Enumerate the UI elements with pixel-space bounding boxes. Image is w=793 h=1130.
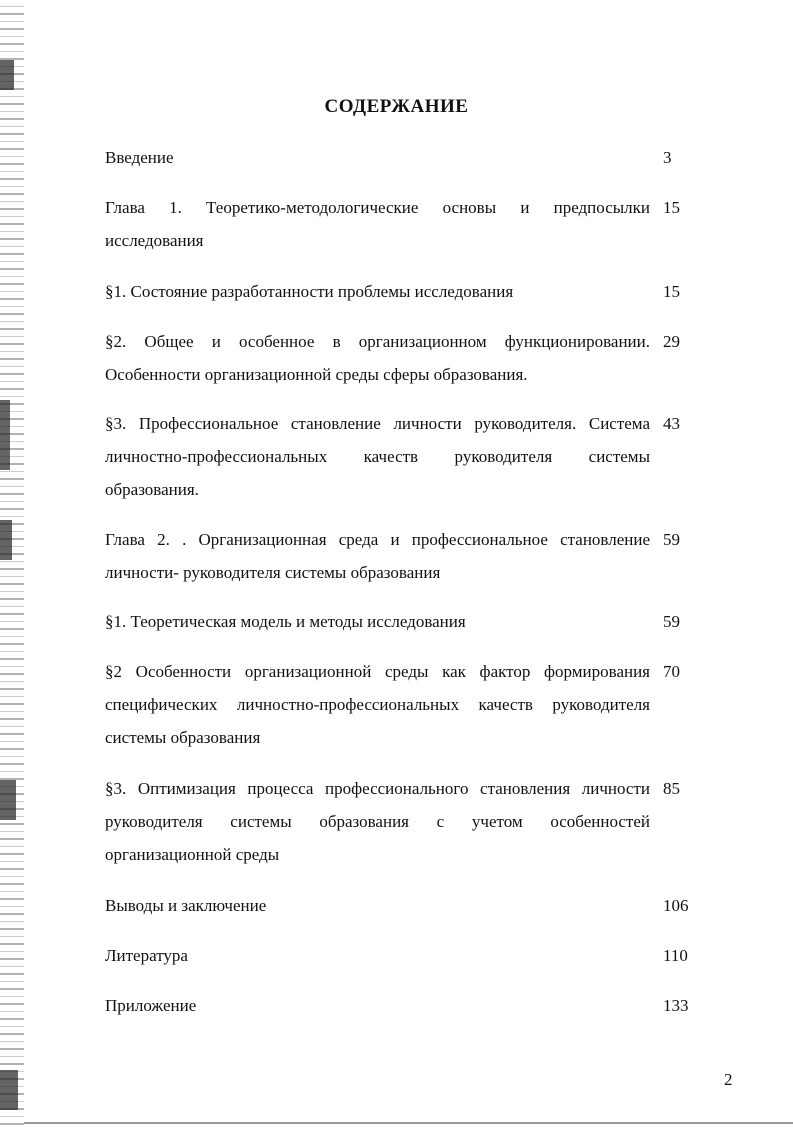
scan-mark bbox=[0, 780, 16, 820]
toc-entry: Введение bbox=[105, 148, 174, 167]
toc-page-number: 70 bbox=[663, 662, 680, 681]
toc-entry: Литература bbox=[105, 946, 188, 965]
toc-page-number: 85 bbox=[663, 779, 680, 798]
page-title: СОДЕРЖАНИЕ bbox=[324, 96, 469, 117]
scan-mark bbox=[0, 60, 14, 90]
toc-page-number: 15 bbox=[663, 282, 680, 301]
toc-page-number: 59 bbox=[663, 612, 680, 631]
toc-entry: Глава 2. . Организационная среда и профессиональное становление личности- руководителя системы образования bbox=[105, 530, 650, 582]
toc-entry: Приложение bbox=[105, 996, 197, 1015]
toc-entry: §3. Профессиональное становление личности руководителя. Система личностно-профессиональных качеств руководителя системы образования. bbox=[105, 414, 650, 499]
toc-entry: §1. Состояние разработанности проблемы исследования bbox=[105, 282, 514, 301]
toc-page-number: 106 bbox=[663, 896, 689, 915]
toc-entry: Выводы и заключение bbox=[105, 896, 267, 915]
toc-entry: §2 Особенности организационной среды как фактор формирования специфических личностно-профессиональных качеств руководителя системы образования bbox=[105, 662, 650, 747]
toc-page-number: 133 bbox=[663, 996, 689, 1015]
toc-page-number: 59 bbox=[663, 530, 680, 549]
toc-page-number: 15 bbox=[663, 198, 680, 217]
toc-page-number: 29 bbox=[663, 332, 680, 351]
scan-mark bbox=[0, 400, 10, 470]
toc-entry: Глава 1. Теоретико-методологические основы и предпосылки исследования bbox=[105, 198, 650, 250]
scan-mark bbox=[0, 520, 12, 560]
toc-page-number: 110 bbox=[663, 946, 688, 965]
toc-entry: §3. Оптимизация процесса профессионального становления личности руководителя системы образования с учетом особенностей организационной среды bbox=[105, 779, 650, 864]
toc-page-number: 43 bbox=[663, 414, 680, 433]
toc-page-number: 3 bbox=[663, 148, 672, 167]
toc-entry: §1. Теоретическая модель и методы исследования bbox=[105, 612, 466, 631]
scan-edge-artifact bbox=[0, 0, 24, 1130]
scan-mark bbox=[0, 1070, 18, 1110]
toc-entry: §2. Общее и особенное в организационном функционировании. Особенности организационной среды сферы образования. bbox=[105, 332, 650, 384]
page-number: 2 bbox=[724, 1070, 733, 1089]
scan-bottom-line bbox=[24, 1122, 793, 1124]
